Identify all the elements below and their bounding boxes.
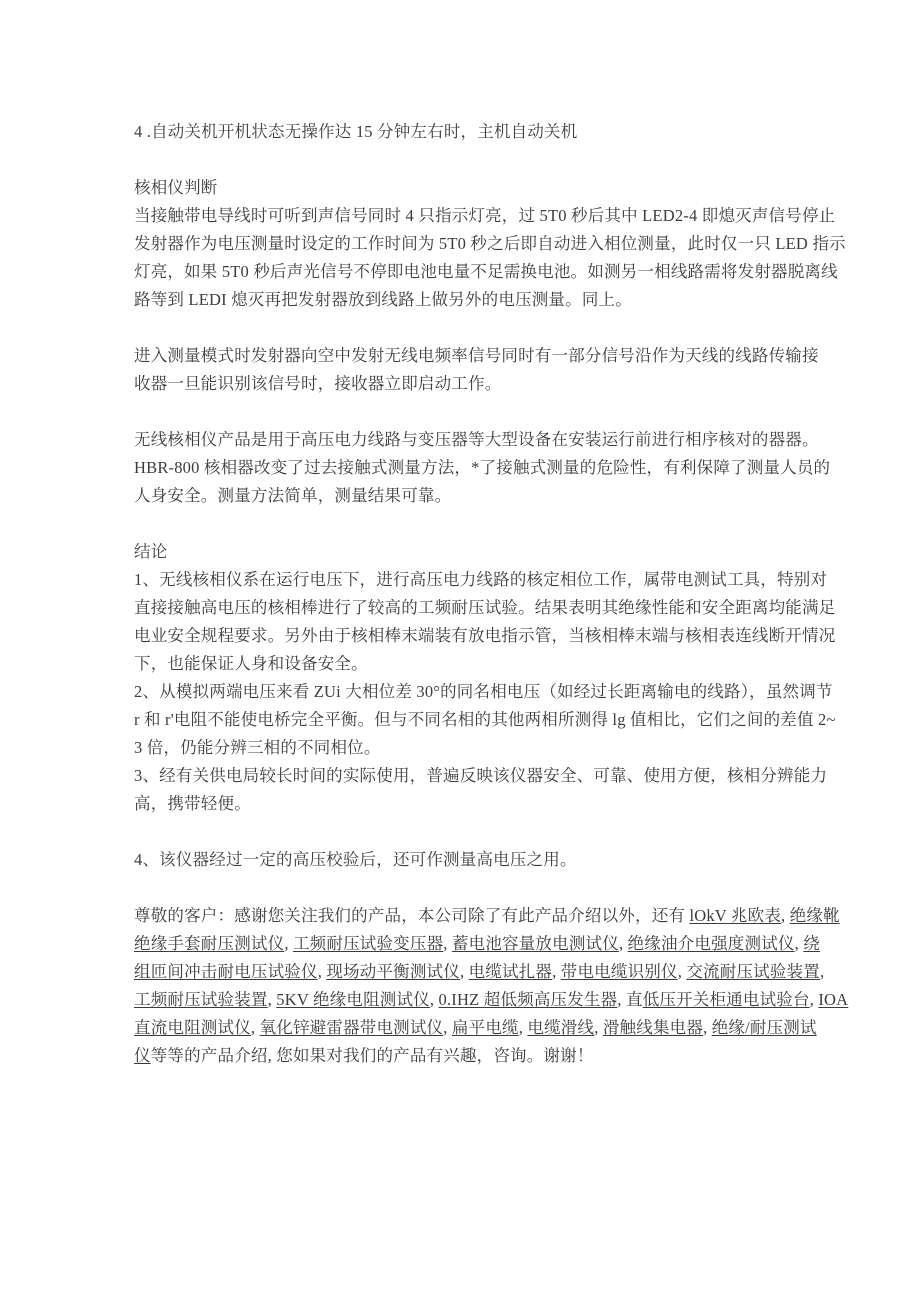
product-link[interactable]: 绕 [803, 934, 820, 953]
text-line [134, 426, 819, 454]
text-line [134, 986, 849, 1014]
text-segment: , [443, 934, 452, 953]
product-link[interactable]: 绝缘手套耐压测试仪 [134, 934, 285, 953]
text-segment: , [267, 990, 277, 1009]
text-line [134, 454, 831, 482]
text-segment: 核相仪判断 [134, 178, 218, 197]
text-line [134, 202, 836, 230]
product-link[interactable]: 0.IHZ 超低频高压发生器 [438, 990, 618, 1009]
text-segment: , 直 [617, 990, 643, 1009]
product-link[interactable]: 直流电阻测试仪 [134, 1018, 251, 1037]
text-segment: 路等到 LEDI 熄灭再把发射器放到线路上做另外的电压测量。同上。 [134, 290, 632, 309]
text-line [134, 1014, 817, 1042]
text-line [134, 370, 792, 398]
product-link[interactable]: 绝缘/耐压测试 [711, 1018, 817, 1037]
blank-line [134, 818, 792, 846]
text-segment: 等等的产品介绍, 您如果对我们的产品有兴趣，咨询。谢谢！ [150, 1046, 594, 1065]
product-link[interactable]: IOA [818, 990, 849, 1009]
text-segment: 结论 [134, 542, 168, 561]
text-segment: , [781, 906, 790, 925]
text-line [134, 342, 819, 370]
text-segment: r 和 r'电阻不能使电桥完全平衡。但与不同名相的其他两相所测得 lg 值相比，它们之间的差值 2~ [134, 710, 836, 729]
text-line [134, 762, 828, 790]
text-segment: 2、从模拟两端电压来看 ZUi 大相位差 30°的同名相电压（如经过长距离输电的线路），虽然调节 [134, 682, 833, 701]
text-segment: 发射器作为电压测量时设定的工作时间为 5T0 秒之后即自动进入相位测量，此时仅一只 LED 指示 [134, 234, 846, 253]
product-link[interactable]: 带电电缆识别仪 [560, 962, 678, 981]
text-segment: 灯亮，如果 5T0 秒后声光信号不停即电池电量不足需换电池。如测另一相线路需将发射器脱离线 [134, 262, 838, 281]
text-line [134, 482, 792, 510]
text-segment: 4 .自动关机开机状态无操作达 15 分钟左右时，主机自动关机 [134, 122, 578, 141]
text-line [134, 734, 792, 762]
blank-line [134, 314, 792, 342]
text-line [134, 846, 792, 874]
product-link[interactable]: 工频耐压试验装置 [134, 990, 268, 1009]
document-body [134, 118, 849, 1070]
product-link[interactable]: 现场动平衡测试仪 [326, 962, 460, 981]
text-segment: , [250, 1018, 260, 1037]
text-segment: 进入测量模式时发射器向空中发射无线电频率信号同时有一部分信号沿作为天线的线路传输接 [134, 346, 819, 365]
text-segment: , [552, 962, 561, 981]
text-segment: 当接触带电导线时可听到声信号同时 4 只指示灯亮，过 5T0 秒后其中 LED2-4 即熄灭声信号停止 [134, 206, 836, 225]
text-segment: 直接接触高电压的核相棒进行了较高的工频耐压试验。结果表明其绝缘性能和安全距离均能满足 [134, 598, 836, 617]
product-link[interactable]: 5KV 绝缘电阻测试仪 [276, 990, 430, 1009]
text-segment: 尊敬的客户：感谢您关注我们的产品，本公司除了有此产品介绍以外，还有 [134, 906, 690, 925]
text-segment: , [618, 934, 628, 953]
text-line [134, 790, 792, 818]
text-segment: , [677, 962, 687, 981]
text-segment: 收器一旦能识别该信号时，接收器立即启动工作。 [134, 374, 502, 393]
text-segment: 电业安全规程要求。另外由于核相棒末端装有放电指示管，当核相棒末端与核相表连线断开情况 [134, 626, 836, 645]
text-segment: 人身安全。测量方法简单，测量结果可靠。 [134, 486, 452, 505]
text-segment: 下，也能保证人身和设备安全。 [134, 654, 368, 673]
blank-line [134, 146, 792, 174]
text-line [134, 650, 792, 678]
product-link[interactable]: 低压开关柜通电试验台 [642, 990, 810, 1009]
text-line [134, 622, 836, 650]
product-link[interactable]: 组匝间冲击耐电压试验仪 [134, 962, 318, 981]
product-link[interactable]: 工频耐压试验变压器 [292, 934, 444, 953]
text-segment: 4、该仪器经过一定的高压校验后，还可作测量高电压之用。 [134, 850, 577, 869]
product-link[interactable]: 滑触线集电器 [602, 1018, 704, 1037]
text-segment: , [518, 1018, 528, 1037]
text-segment: 3 倍，仍能分辨三相的不同相位。 [134, 738, 381, 757]
text-segment: , [317, 962, 327, 981]
text-segment: 高，携带轻便。 [134, 794, 251, 813]
text-segment: , [459, 962, 469, 981]
blank-line [134, 398, 792, 426]
text-segment: , [794, 934, 804, 953]
text-line [134, 566, 828, 594]
text-line [134, 118, 792, 146]
text-segment: 1、无线核相仪系在运行电压下，进行高压电力线路的核定相位工作，属带电测试工具，特别对 [134, 570, 828, 589]
blank-line [134, 874, 792, 902]
product-link[interactable]: 氧化锌避雷器带电测试仪 [259, 1018, 444, 1037]
text-line [134, 1042, 792, 1070]
text-line [134, 958, 825, 986]
text-line [134, 930, 820, 958]
product-link[interactable]: 蓄电池容量放电测试仪 [451, 934, 619, 953]
text-line [134, 706, 836, 734]
text-line [134, 538, 792, 566]
text-line [134, 286, 792, 314]
text-line [134, 258, 838, 286]
product-link[interactable]: 绝缘油介电强度测试仪 [627, 934, 795, 953]
text-segment: , [443, 1018, 452, 1037]
product-link[interactable]: 绝缘靴 [789, 906, 840, 925]
text-segment: , [703, 1018, 712, 1037]
text-line [134, 678, 833, 706]
text-line [134, 902, 840, 930]
product-link[interactable]: 交流耐压试验装置 [686, 962, 820, 981]
text-segment: , [594, 1018, 603, 1037]
text-segment: 3、经有关供电局较长时间的实际使用，普遍反映该仪器安全、可靠、使用方便，核相分辨能力 [134, 766, 828, 785]
blank-line [134, 510, 792, 538]
product-link[interactable]: lOkV 兆欧表 [689, 906, 782, 925]
product-link[interactable]: 扁平电缆 [451, 1018, 519, 1037]
text-segment: HBR-800 核相器改变了过去接触式测量方法，*了接触式测量的危险性，有利保障了测量人员的 [134, 458, 831, 477]
product-link[interactable]: 仪 [134, 1046, 151, 1065]
text-segment: , [809, 990, 819, 1009]
text-segment: , [819, 962, 825, 981]
text-segment: , [429, 990, 439, 1009]
text-line [134, 174, 792, 202]
text-line [134, 594, 836, 622]
product-link[interactable]: 电缆滑线 [527, 1018, 595, 1037]
text-segment: , [284, 934, 293, 953]
product-link[interactable]: 电缆试扎器 [468, 962, 553, 981]
text-segment: 无线核相仪产品是用于高压电力线路与变压器等大型设备在安装运行前进行相序核对的器器。 [134, 430, 819, 449]
text-line [134, 230, 846, 258]
